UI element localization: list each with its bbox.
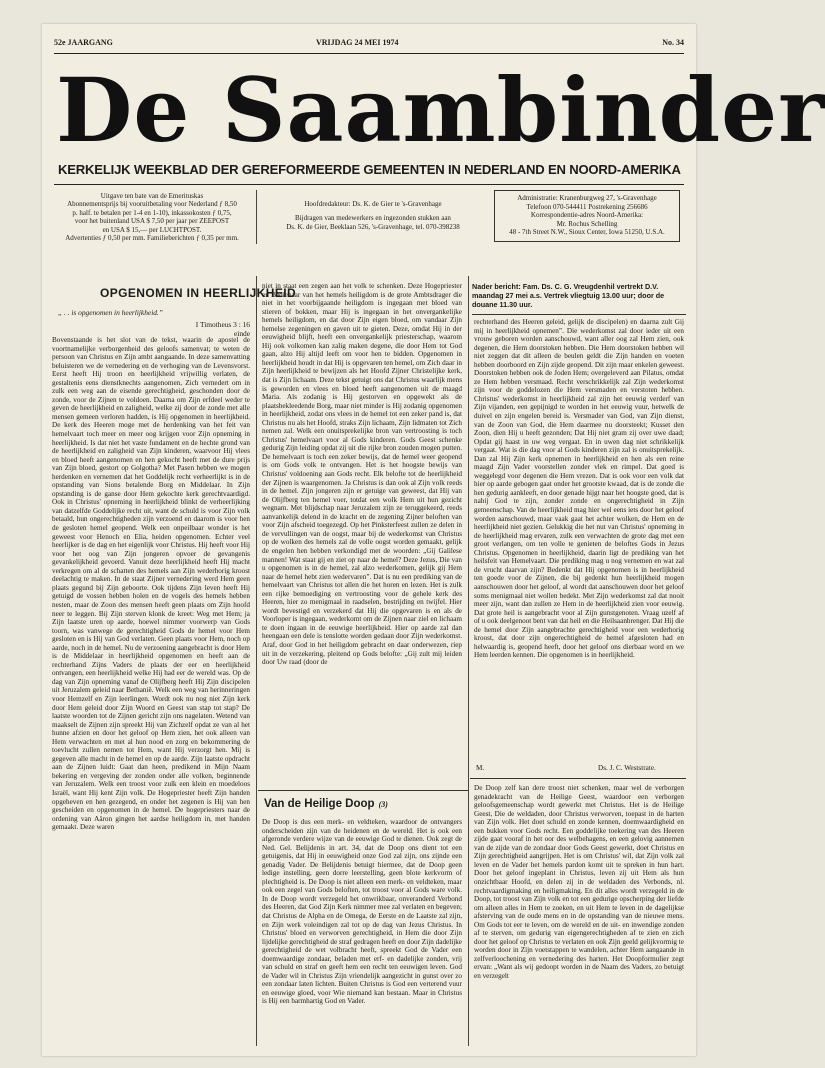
signature-initial: M. xyxy=(476,764,485,772)
administration-box: Administratie: Kranenburgweg 27, 's-Gravenhage Telefoon 070-544411 Postrekening 256686 Korrespondentie-adres Noord-Amerika: Mr. Rochus Schelling 48 - 7th Street N.W., Sioux Center, Iowa 51250, U.S.A. xyxy=(494,190,680,242)
second-article-column-2: De Doop is dus een merk- en veldteken, waardoor de ontvangers onderscheiden zijn van de heidenen en de wereld. Het is ook een afgeronde verdere wijze van de eeuwige God te dienen. Ook zegt de Ned. Gel. Belijdenis in art. 34, dat de Doop ons dient tot een getuigenis, dat Hij in eeuwigheid onze God zal zijn, ons zijnde een genadig Vader. De Belijdenis betuigt hiermee, dat de Doop geen ledige instelling, geen dorre leerstelling, geen blote kerkvorm of plechtigheid is. De Doop is niet alleen een merk- en veldteken, maar ook een zegel van Gods beloften, tot troost voor al Gods ware volk. In de Doop wordt verzegeld het onwrikbaar, onveranderd Verbond des Heeren, dat God Zijn Kerk nimmer mee zal verlaten en begeven; dat Christus de Alpha en de Omega, de Eerste en de Laatste zal zijn, en Zijn werk voleindigen zal tot op de dag van Jezus Christus. In Christus' bloed en verworven gerechtigheid, in Hem die door Zijn lijdelijke gerechtigheid de straf gedragen heeft en door Zijn dadelijke gerechtigheid de wet volbracht heeft, spreekt God de Vader een doemwaardige zondaar, beladen met erf- en dadelijke zonden, vrij van schuld en straf en geeft hem een recht ten eeuwigen leven. God de Vader wil in Christus Zijn vriendelijk aangezicht in gunst over zo een zondaar laten lichten. Buiten Christus is God een verterend vuur en eeuwige gloed, voor Wie niemand kan bestaan. Maar in Christus is Hij een barmhartig God en Vader. xyxy=(262,818,462,1006)
volume-label: 52e JAARGANG xyxy=(54,38,113,47)
notice-rule xyxy=(472,314,686,315)
column-divider-1 xyxy=(256,276,257,1046)
top-rule xyxy=(54,53,684,54)
scripture-quote: „ . . is opgenomen in heerlijkheid.” xyxy=(58,308,163,317)
issue-number: No. 34 xyxy=(662,38,684,47)
masthead-title: De Saambinder xyxy=(56,58,825,162)
article-column-3: rechterhand des Heeren geleid, gelijk de discipelen) en daarna zult Gij mij in heerlijkheid opnemen”. Die wederkomst zal door ieder uit een vrouw geboren worden aanschouwd, want aller oog zal Hem zien, ook degenen, die Hem doorstoken hebben. Die Hem doorstoken hebben wil niet zeggen dat dit alleen de beulen geldt die Zijn handen en voeten hebben doorboord en Zijn zijde geopend. Dit zijn maar enkelen geweest. Doorstoken hebben ook de Joden Hem; overgeleverd aan Pilatus, omdat ze Hem hebben versmaad. Recht verschrikkelijk zal Zijn wederkomst zijn voor de goddelozen die Hem versmaden en verstoten hebben. Christus' wederkomst in heerlijkheid zal zijn het eeuwig verderf van Zijn vijanden, een gepijnigd te worden in het eeuwig vuur, hetwelk de duivel en zijn engelen bereid is. Versmader van God, van Zijn dienst, van de Zoon van God, die Hem daarmee nu doorsteekt; Kusset den Zoon, dien Hij u heeft gezonden; Dat Hij niet gram zij over uwe daad; Opdat gij haast in uw weg vergaat. En in uwen dag niet schrikkelijk vergaat. Wat is die dag voor al Gods kinderen zijn zal is onuitsprekelijk. Dan zal Hij Zijn kerk opnemen in heerlijkheid en hen als een reine maagd Zijn Vader voorstellen zonder vlek en rimpel. Dat goed is weggelegd voor degenen die Hem vrezen. Dat is ook voor een volk dat hier op aarde gebogen gaat onder het grootste kwaad, dat is de zonde die hen gedurig aankleeft, en door genade hijgt naar het hoogste goed, dat is nabij God te zijn, zonder zonde en ongerechtigheid in Zijn gemeenschap. Van de heerlijkheid mag hier wel eens iets door het geloof worden aanschouwd, maar vaak gaat het achter wolken, de Hem en de heerlijkheid niet gezien. Gelukkig die het nut van Christus' opneming in de heerlijkheid mag ervaren, zulk een verwachten de grote dag met een groot verlangen, om ten volle te genieten de beloftes Gods in Jezus Christus. Opgenomen in heerlijkheid, daarin ligt de prediking van het heilsfeit van Hemelvaart. Die prediking mag u nog vernemen en wat zal de vrucht daarvan zijn? Bedenkt dat Hij opgenomen is in heerlijkheid ten goede voor de Zijnen, die bij gedenkt hun heerlijkheid mogen aanschouwen door het geloof, al wordt dat aanschouwen door het geloof soms menigmaal niet wollen bedekt. Met Zijn wederkomst zal dat nooit meer zijn, want dan zullen ze Hem in de heerlijkheid zien voor eeuwig. Dat grote heil is aangebracht voor al Zijn gunstgenoten. Vraag uzelf af of u ook deelgenoot bent van dat heil en die Heilsaanbrenger. Dat Hij die de hemel door Zijn aangebrachte gerechtigheid voor een wederhorig kroost, dat door zijn ongerechtigheid de hemel afgesloten had en helwaardig is, geopend heeft, door het geloof ons dierbaar word en we Hem leerden kennen. Die opgenomen is in heerlijkheid. xyxy=(474,318,684,660)
article-column-1: Bovenstaande is het slot van de tekst, waarin de apostel de voortnamelijke verborgenheid des geloofs samenvat; te weten de persoon van Christus en Zijn ambt aangaande. In deze samenvatting beluisteren we de vernedering en de verhoging van de Levensvorst. Eerst heeft Hij troon en heerlijkheid vrijwillig verlaten, de gestaltenis eens dienstknechts aangenomen, Zich vernedert om in zulk een weg aan de eisende gerechtigheid, geschonden door de zonde, voor de Zijnen te voldoen. Daarna om Zijn erfdeel weder te geven de heerlijkheid en zaligheid, welke zij door de zonde met alle mensen gemeen verloren hadden, is Hij opgenomen in heerlijkheid. De kerk des Heeren moge met de herdenking van het feit van hemelvaart toch meer en meer oog krijgen voor Zijn opneming in heerlijkheid. Is dat niet het vaste fundament en de hechte grond van de heerlijkheid en zaligheid van Zijn kinderen, waarvoor Hij vlees en bloed heeft aangenomen en hen gekocht heeft met de dure prijs van Zijn bloed, gestort op Golgotha? Met Pasen hebben we mogen herdenken en vernemen dat het Goddelijk recht verheerlijkt is in de opstanding van Sions betalende Borg en Middelaar. In Zijn opstanding is de ganse door Hem gekochte kerk gerechtvaardigd. Ook in Christus' opneming in heerlijkheid blinkt de verheerlijking van datzelfde Goddelijke recht uit, want de schuld is voor Zijn volk betaald, hun ongerechtigheden zijn verzoend en daarom is voor hen de gesloten hemel geopend. Welk een onpeilbaar wonder is het geweest voor Henoch en Elia, heiden opgenomen. Echter veel heerlijker is de dag en het eigenlijk voor Christus. Hij heeft voor Hij voor het oog van Zijn jongeren opvoer de gevangenis gevankelijkheid gevoerd. Vanuit deze heerlijkheid heeft Hij macht verkregen om al de schatten des hemels aan Zijn wederhorig kroost deelachtig te maken. In de staat Zijner vernedering werd Hem geen plaats gegund bij Zijn geboorte. Ook tijdens Zijn leven heeft Hij getuigd de vossen hebben holen en de vogels des hemels hebben nesten, maar de Zoon des mensen heeft geen plaats om Zijn hoofd neer te leggen. Bij Zijn sterven klonk de kreet: Weg met Hem; ja Zijn laatste uren op aarde, hoewel nimmer voorwerp van Gods toorn, was vanwege de gerechtigheid Gods de hemel voor Hem gesloten en is Hij van God verlaten. Geen plaats voor Hem, noch op aarde, noch in de hemel. Nu de verzoening aangebracht is door Hem is de Middelaar in heerlijkheid opgenomen en heeft aan de rechterhand Zijns Vaders de plaats der eer en heerlijkheid ontvangen, een heerlijkheid welke Hij had eer de wereld was. Op de dag van Zijn opneming vanaf de Olijfberg heeft Hij Zijn discipelen uit Jeruzalem geleid naar Bethanië. Welk een weg van herinneringen voor Hemzelf en Zijn leerlingen. Wordt ook nu nog niet Zijn kerk door Hem geleid door Zijn Woord en Geest van stap tot stap? De laatste woorden tot de Zijnen gericht zijn ons nagelaten. Wetend van maakselt de Zijnen zijn spreekt Hij van Zichzelf opdat ze van al het hunne afzien en door het geloof op Hem zien, het ook alleen van Hem verwachten en met al hun nood en zorg en bekommering de toevlucht zullen nemen tot Hem, want Hij verzorgt hen. Mij is gegeven alle macht in de hemel en op de aarde. Zijn laatste opdracht aan de Zijnen luidt: Gaat dan heen, predikend in Mijn Naam bekering en vergeving der zonden onder alle volken, beginnende van Jeruzalem. Welk een troost voor zulk een klein en moedeloos Israël, want Hij kent Zijn volk. De Hogepriester heeft Zijn handen opgeheven en hen gezegend, en onder het zegenen is Hij van hen gescheiden en opgenomen in de hemel. De hogepriesters naar de ordening van Aäron gingen het aardse heiligdom in, met handen gemaakt. Deze waren xyxy=(52,336,250,832)
article-title: OPGENOMEN IN HEERLIJKHEID xyxy=(100,286,297,300)
top-line xyxy=(54,38,684,50)
section-rule-right xyxy=(470,778,686,779)
editor-info: Hoofdredakteur: Ds. K. de Gier te 's-Gravenhage Bijdragen van medewerkers en ingezonden stukken aan Ds. K. de Gier, Beeklaan 526, 's-Gravenhage, tel. 070-398238 xyxy=(286,200,460,231)
masthead-rule xyxy=(54,184,684,185)
news-notice: Nader bericht: Fam. Ds. C. G. Vreugdenhil vertrekt D.V. maandag 27 mei a.s. Vertrek vliegtuig 13.00 uur; door de douane 11.30 uur. xyxy=(472,282,665,309)
section-rule-middle xyxy=(258,790,468,791)
article-column-2: niet in staat een zegen aan het volk te schenken. Deze Hogepriester en Bedienaar van het hemels heiligdom is de grote Ambtsdrager die niet in het voorbijgaande heiligdom is ingegaan met bloed van stieren of bokken, maar Hij is ingegaan in het onvergankelijke hemels heiligdom, en dat door Zijn eigen bloed, om vandaar Zijn hemelse zegeningen en gaven uit te gieten. Deze, omdat Hij in der eeuwigheid blijft, heeft een onvergankelijk priesterschap, waarom Hij ook volkomen kan zalig maken degene, die door Hem tot God gaan, alzo Hij altijd leeft om voor hen te bidden. Opgenomen in heerlijkheid houdt in dat Hij is opgevaren ten hemel, om Zich daar in Zijn heerlijkheid te bewijzen als het Hoofd Zijner Christelijke kerk, dat is Zijn lichaam. Deze tekst getuigt ons dat Christus waarlijk mens is geworden en vlees en bloed heeft aangenomen uit de maagd Maria. Als zodanig is Hij gestorven en opgewekt als de plaatsbekleedende Borg, maar niet minder is Hij zodanig opgenomen in heerlijkheid, zodat ons vlees in de hemel tot een zeker pand is, dat Christus nu als het Hoofd, straks Zijn lichaam, Zijn lidmaten tot Zich nemen zal. Welk een onuitsprekelijke bron van vertroosting is toch Christus' hemelvaart voor al Gods kinderen. Gods Geest schenke gedurig Zijn leiding opdat zij uit die rijke bron zouden mogen putten. De hemelvaart is toch een zeker bewijs, dat de hemel weer geopend is om Gods volk te ontvangen. Het is het hoogste bewijs van Christus' voldoening aan Gods recht. Elk belofte tot de heerlijkheid der Zijnen is waargenomen. Ja Christus is dan ook al Zijn volk reeds in de hemel. Zijn jongeren zijn er getuige van geweest, dat Hij van de Olijfberg ten hemel voer, totdat een wolk Hem uit hun gezicht wegnam. Met blijdschap naar Jeruzalem zijn ze teruggekeerd, reeds aanvankelijk delend in de kracht en de zegening Zijner beloften van voor Zijn afscheid toegezegd. Op het Pinksterfeest zullen ze delen in de vervullingen van de oogst, maar bij de wederkomst van Christus op de wolken des hemels zal de volle oogst worden gemaakt, gelijk de engelen hen hebben verkondigd met de woorden: „Gij Galilese mannen! Wat staat gij en ziet op naar de hemel? Deze Jezus, Die van u opgenomen is in de hemel, zal alzo wederkomen, gelijk gij Hem naar de hemel hebt zien wedervaren”. Dat is nu een prediking van de hemelvaart van Christus tot allen die het horen en lezen. Het is zulk een rijke bemoediging en vertroosting voor de gehele kerk des Heeren, hier zo menigmaal in raadselen, bestrijding en twijfel. Hier wordt bevestigd en verzekerd dat Hij die opgevaren is en als de Voorloper is ingegaan, wederkomt om de Zijnen naar ziel en lichaam te doen ingaan in de eeuwige heerlijkheid. Hier op aarde zal dan heengaan een dele is tenslotte worden gedaan door Zijn wederkomst. Araf, door God in het heiligdom gebracht en daar onderwezen, riep uit in de verzekering, pleitend op Gods belofte: „Gij zult mij leiden door Uw raad (door de xyxy=(262,282,462,667)
newspaper-page xyxy=(42,24,825,1056)
masthead-subtitle: KERKELIJK WEEKBLAD DER GEREFORMEERDE GEMEENTEN IN NEDERLAND EN NOORD-AMERIKA xyxy=(58,162,681,177)
info-divider xyxy=(256,190,257,244)
signature-name: Ds. J. C. Weststrate. xyxy=(598,764,656,772)
second-article-column-3: De Doop zelf kan dere troost niet schenken, maar wel de verborgen genadekracht van de Heilige Geest, waardoor een verborgen geloofsgemeenschap wordt gewerkt met Christus. Het is de Heilige Geest, Die de weldaden, door Christus verworven, toepast in de harten van Zijn volk. Het doet schuld en zonde kennen, doemwaardigheid en een bukken voor Gods recht. Een goddelijke toekering van des Heeren zijde gaat vooraf in het oor des welbehagens, en een gelovig aannemen van de zijde van de zondaar door Gods Geest gewerkt, doet Christus en Zijn gerechtigheid aangrijpen. Het is om Christus' wil, dat Zijn volk zal leven en de Vader het hemels pardon komt uit te spreken in hun hart. Door het geloof ingeplant in Christus, leven zij uit Hem als hun onzichtbaar Hoofd, en delen zij in de weldaden des Verbonds, nl. rechtvaardigmaking en heiligmaking. En dit alles wordt verzegeld in de Doop, tot troost van Zijn volk en tot een gedurige opscherping der liefde om alleen alles in Hem te zoeken, en uit Hem te leven in de dagelijkse afsterving van de oude mens en in de opstanding van de nieuwe mens. Om Gods tot eer te leven, om de wereld en de uit- en inwendige zonden af te sterven, om gedurig van eigengerechtigheden af te zien en zich door het geloof op Christus te verlaten en ook Zijn geeld gelijkvormig te worden door in Zijn voetstappen te wandelen, achter Hem aangaande in zelfverloochening en vernedering des harten. Het Doopformulier zegt ervan: „Want als wij gedoopt worden in de Naam des Vaders, zo betuigt en verzegelt xyxy=(474,784,684,981)
issue-date: VRIJDAG 24 MEI 1974 xyxy=(316,38,399,47)
subscription-info: Uitgave ten bate van de Emerituskas Abonnementsprijs bij vooruitbetaling voor Nederland ƒ 8,50 p. half. te betalen per 1-4 en 1-10), inkassokosten ƒ 0,75, voor het buitenland USA $ 7,50 per jaar per ZEEPOST en USA $ 15,— per LUCHTPOST. Advertenties ƒ 0,50 per mm. Familieberichten ƒ 0,35 per mm. xyxy=(65,192,239,243)
column-divider-2 xyxy=(468,276,469,1046)
second-article-title: Van de Heilige Doop (3) xyxy=(264,798,388,810)
part-number: (3) xyxy=(378,800,388,809)
scripture-reference: I Timotheus 3 : 16 einde xyxy=(195,320,250,338)
